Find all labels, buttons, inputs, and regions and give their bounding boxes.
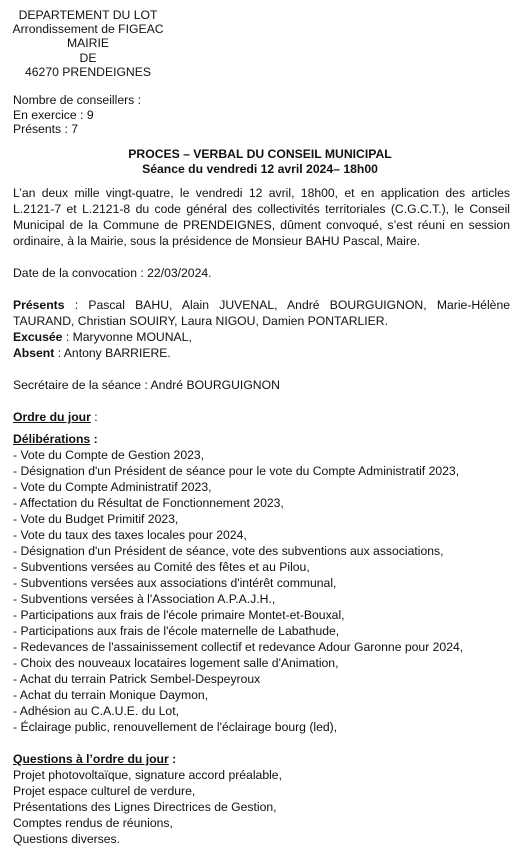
convocation-date: Date de la convocation : 22/03/2024. <box>13 266 212 280</box>
list-item: Projet photovoltaïque, signature accord préalable, <box>13 768 282 782</box>
list-item: - Vote du Compte de Gestion 2023, <box>13 448 205 462</box>
list-item: - Subventions versées aux associations d'intérêt communal, <box>13 576 337 590</box>
ordre-suffix: : <box>90 410 98 424</box>
questions-heading <box>13 751 510 767</box>
excusee-line <box>13 329 510 345</box>
excusee-label: Excusée <box>13 330 63 344</box>
list-item: - Participations aux frais de l'école primaire Montet-et-Bouxal, <box>13 608 345 622</box>
list-item: Questions diverses. <box>13 832 121 846</box>
document-body <box>13 185 510 847</box>
document-title <box>0 147 520 177</box>
questions-suffix: : <box>168 752 177 766</box>
list-item: - Vote du Compte Administratif 2023, <box>13 480 212 494</box>
list-item: - Vote du Budget Primitif 2023, <box>13 512 179 526</box>
conseillers-label: Nombre de conseillers : <box>13 93 142 107</box>
questions-label: Questions à l’ordre du jour <box>13 752 169 766</box>
deliberations-heading <box>13 431 510 447</box>
absent-names: : Antony BARRIERE. <box>54 346 171 360</box>
presents-names: : Pascal BAHU, Alain JUVENAL, André BOURGUIGNON, Marie-Hélène TAURAND, Christian SOUIRY, Laura NIGOU, Damien PONTARLIER. <box>13 298 510 328</box>
questions-list <box>13 767 510 847</box>
secretaire-line: Secrétaire de la séance : André BOURGUIGNON <box>13 378 280 392</box>
title-sub: Séance du vendredi 12 avril 2024– 18h00 <box>142 162 378 176</box>
excusee-names: : Maryvonne MOUNAL, <box>62 330 192 344</box>
list-item: - Vote du taux des taxes locales pour 2024, <box>13 528 247 542</box>
presents-line <box>13 297 510 329</box>
list-item: - Affectation du Résultat de Fonctionnement 2023, <box>13 496 284 510</box>
conseillers-exercice: En exercice : 9 <box>13 107 94 122</box>
list-item: - Achat du terrain Monique Daymon, <box>13 688 209 702</box>
ordre-label: Ordre du jour <box>13 410 91 424</box>
presents-label: Présents <box>13 298 65 312</box>
header-de: DE <box>79 50 97 65</box>
header-departement: DEPARTEMENT DU LOT <box>18 8 158 22</box>
list-item: - Redevances de l'assainissement collectif et redevance Adour Garonne pour 2024, <box>13 640 464 654</box>
list-item: - Adhésion au C.A.U.E. du Lot, <box>13 704 179 718</box>
deliberations-list <box>13 447 510 735</box>
conseillers-presents: Présents : 7 <box>13 122 79 137</box>
list-item: Comptes rendus de réunions, <box>13 816 173 830</box>
list-item: - Subventions versées au Comité des fêtes et au Pilou, <box>13 560 310 574</box>
absent-label: Absent <box>13 346 55 360</box>
list-item: - Participations aux frais de l'école maternelle de Labathude, <box>13 624 340 638</box>
header-commune: 46270 PRENDEIGNES <box>25 64 151 79</box>
deliberations-label: Délibérations <box>13 432 91 446</box>
list-item: Présentations des Lignes Directrices de Gestion, <box>13 800 277 814</box>
list-item: - Subventions versées à l'Association A.P.A.J.H., <box>13 592 276 606</box>
list-item: - Éclairage public, renouvellement de l'éclairage bourg (led), <box>13 720 338 734</box>
intro-paragraph: L’an deux mille vingt-quatre, le vendredi 12 avril, 18h00, et en application des articles L.2121-7 et L.2121-8 du code général des collectivités territoriales (C.G.C.T.), le Conseil Municipal de la Commune de PRENDEIGNES, dûment convoqué, s’est réuni en session ordinaire, à la Mairie, sous la présidence de Monsieur BAHU Pascal, Maire. <box>13 186 510 248</box>
absent-line <box>13 345 510 361</box>
list-item: - Achat du terrain Patrick Sembel-Despeyroux <box>13 672 261 686</box>
header-arrondissement: Arrondissement de FIGEAC <box>12 22 164 37</box>
ordre-heading <box>13 409 510 425</box>
deliberations-suffix: : <box>90 432 98 446</box>
title-main: PROCES – VERBAL DU CONSEIL MUNICIPAL <box>128 147 392 161</box>
conseillers-block <box>13 93 141 137</box>
header-mairie: MAIRIE <box>67 36 109 51</box>
list-item: - Choix des nouveaux locataires logement salle d'Animation, <box>13 656 339 670</box>
list-item: - Désignation d'un Président de séance, vote des subventions aux associations, <box>13 544 444 558</box>
list-item: - Désignation d'un Président de séance pour le vote du Compte Administratif 2023, <box>13 464 460 478</box>
list-item: Projet espace culturel de verdure, <box>13 784 196 798</box>
mairie-header <box>0 8 176 79</box>
